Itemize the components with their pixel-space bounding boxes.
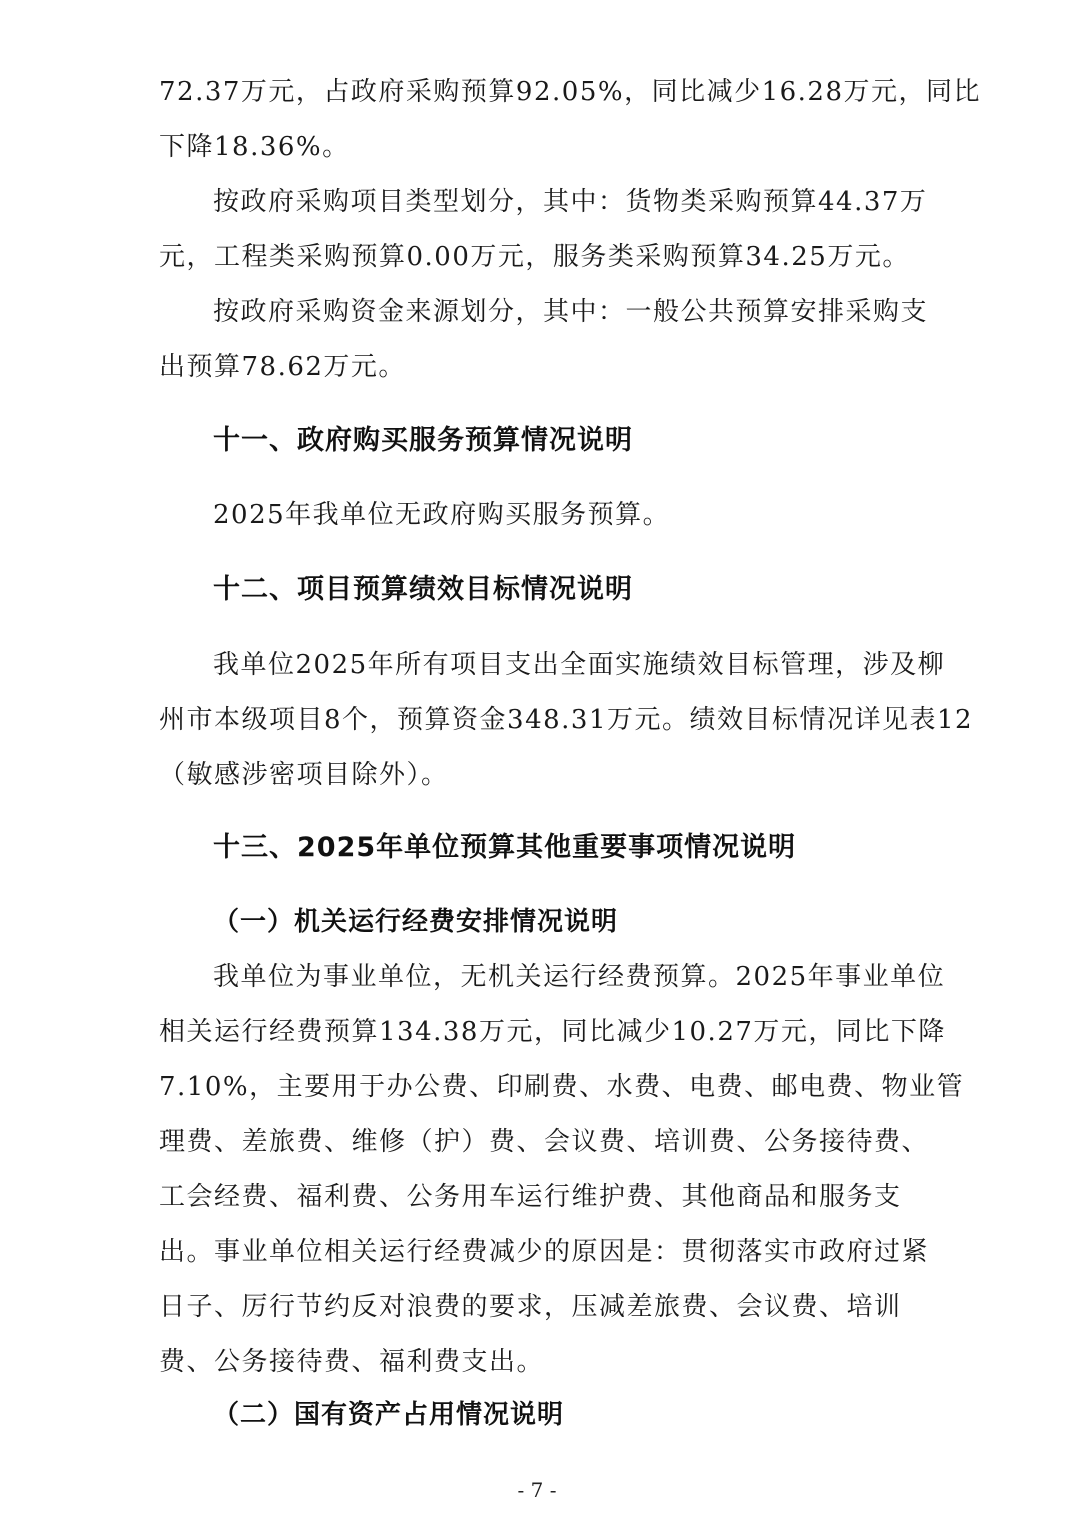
paragraph-line: 出预算78.62万元。	[159, 352, 406, 382]
paragraph-line: 费、公务接待费、福利费支出。	[159, 1347, 545, 1377]
paragraph-line: 下降18.36%。	[159, 132, 350, 162]
paragraph-line: 2025年我单位无政府购买服务预算。	[213, 500, 671, 530]
section-heading-13: 十三、2025年单位预算其他重要事项情况说明	[213, 832, 797, 863]
paragraph-line: 元，工程类采购预算0.00万元，服务类采购预算34.25万元。	[159, 242, 910, 272]
subsection-heading-2: （二）国有资产占用情况说明	[213, 1400, 565, 1430]
paragraph-line: 州市本级项目8个，预算资金348.31万元。绩效目标情况详见表12	[159, 705, 974, 735]
section-heading-12: 十二、项目预算绩效目标情况说明	[213, 574, 633, 605]
paragraph-line: 7.10%，主要用于办公费、印刷费、水费、电费、邮电费、物业管	[159, 1072, 965, 1102]
paragraph-line: 理费、差旅费、维修（护）费、会议费、培训费、公务接待费、	[159, 1127, 930, 1157]
paragraph-line: （敏感涉密项目除外）。	[159, 760, 449, 790]
paragraph-line: 72.37万元，占政府采购预算92.05%，同比减少16.28万元，同比	[159, 77, 982, 107]
paragraph-line: 按政府采购项目类型划分，其中：货物类采购预算44.37万	[213, 187, 928, 217]
paragraph-line: 我单位2025年所有项目支出全面实施绩效目标管理，涉及柳	[213, 650, 946, 680]
section-heading-11: 十一、政府购买服务预算情况说明	[213, 425, 633, 456]
paragraph-line: 按政府采购资金来源划分，其中：一般公共预算安排采购支	[213, 297, 929, 327]
paragraph-line: 日子、厉行节约反对浪费的要求，压减差旅费、会议费、培训	[159, 1292, 902, 1322]
subsection-heading-1: （一）机关运行经费安排情况说明	[213, 907, 619, 937]
paragraph-line: 出。事业单位相关运行经费减少的原因是：贯彻落实市政府过紧	[159, 1237, 930, 1267]
paragraph-line: 相关运行经费预算134.38万元，同比减少10.27万元，同比下降	[159, 1017, 946, 1047]
paragraph-line: 工会经费、福利费、公务用车运行维护费、其他商品和服务支	[159, 1182, 902, 1212]
paragraph-line: 我单位为事业单位，无机关运行经费预算。2025年事业单位	[213, 962, 946, 992]
page-number: - 7 -	[517, 1478, 557, 1502]
